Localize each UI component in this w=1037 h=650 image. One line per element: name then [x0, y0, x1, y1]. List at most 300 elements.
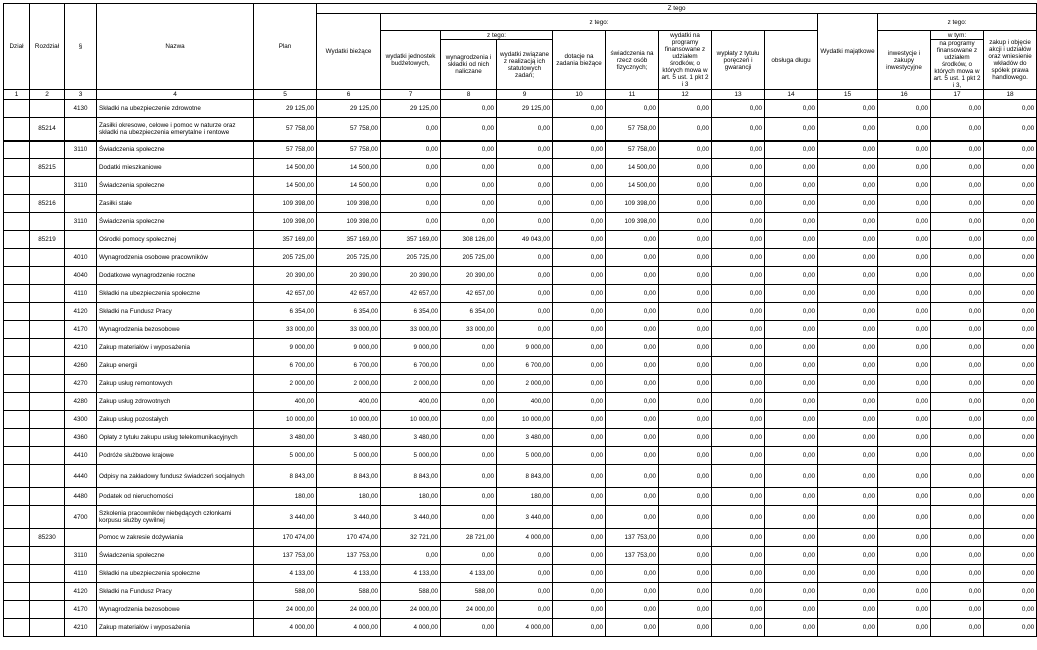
cell-value: 29 125,00 — [381, 100, 441, 118]
cell-value: 0,00 — [712, 529, 765, 547]
cell-value: 0,00 — [606, 267, 659, 285]
cell-value: 0,00 — [878, 429, 931, 447]
column-number: 15 — [818, 90, 878, 100]
cell-value: 24 000,00 — [441, 601, 497, 619]
cell-value: 0,00 — [659, 601, 712, 619]
cell-dzial — [4, 506, 30, 529]
cell-value: 0,00 — [931, 547, 984, 565]
column-number: 17 — [931, 90, 984, 100]
header-wydatki-zwiazane: wydatki związane z realizacją ich statutowych zadań; — [497, 40, 553, 90]
cell-value: 0,00 — [984, 601, 1037, 619]
cell-value: 0,00 — [878, 303, 931, 321]
cell-paragraf: 4700 — [65, 506, 97, 529]
table-row — [4, 601, 1037, 619]
cell-paragraf — [65, 118, 97, 141]
cell-value: 0,00 — [878, 141, 931, 159]
cell-value: 0,00 — [659, 411, 712, 429]
cell-rozdzial — [30, 488, 65, 506]
cell-value: 0,00 — [712, 393, 765, 411]
cell-value: 3 480,00 — [317, 429, 381, 447]
cell-value: 0,00 — [931, 118, 984, 141]
cell-value: 4 133,00 — [254, 565, 317, 583]
cell-value: 0,00 — [818, 195, 878, 213]
cell-value: 0,00 — [818, 267, 878, 285]
cell-value: 2 000,00 — [317, 375, 381, 393]
table-header — [4, 4, 1037, 100]
cell-value: 3 440,00 — [381, 506, 441, 529]
cell-value: 29 125,00 — [497, 100, 553, 118]
cell-nazwa: Zakup usług remontowych — [97, 375, 254, 393]
cell-value: 0,00 — [765, 285, 818, 303]
cell-value: 9 000,00 — [254, 339, 317, 357]
cell-value: 0,00 — [441, 447, 497, 465]
cell-value: 6 700,00 — [317, 357, 381, 375]
cell-value: 0,00 — [878, 465, 931, 488]
cell-nazwa: Składki na ubezpieczenia społeczne — [97, 285, 254, 303]
cell-value: 0,00 — [497, 565, 553, 583]
cell-value: 5 000,00 — [254, 447, 317, 465]
cell-value: 0,00 — [497, 141, 553, 159]
cell-rozdzial — [30, 100, 65, 118]
cell-value: 0,00 — [765, 506, 818, 529]
cell-value: 5 000,00 — [497, 447, 553, 465]
cell-value: 10 000,00 — [254, 411, 317, 429]
cell-value: 0,00 — [931, 565, 984, 583]
cell-value: 0,00 — [606, 100, 659, 118]
cell-value: 0,00 — [931, 339, 984, 357]
cell-value: 57 758,00 — [317, 118, 381, 141]
cell-value: 0,00 — [712, 357, 765, 375]
cell-nazwa: Zakup energii — [97, 357, 254, 375]
cell-value: 0,00 — [984, 159, 1037, 177]
cell-value: 3 480,00 — [381, 429, 441, 447]
cell-value: 0,00 — [381, 213, 441, 231]
cell-value: 33 000,00 — [441, 321, 497, 339]
cell-value: 0,00 — [765, 529, 818, 547]
cell-value: 4 133,00 — [441, 565, 497, 583]
header-wyplaty: wypłaty z tytułu poręczeń i gwarancji — [712, 31, 765, 90]
cell-value: 0,00 — [553, 375, 606, 393]
cell-value: 0,00 — [818, 357, 878, 375]
cell-nazwa: Odpisy na zakładowy fundusz świadczeń socjalnych — [97, 465, 254, 488]
cell-value: 0,00 — [441, 159, 497, 177]
cell-value: 0,00 — [765, 429, 818, 447]
cell-value: 0,00 — [712, 339, 765, 357]
cell-value: 0,00 — [984, 547, 1037, 565]
cell-value: 0,00 — [931, 141, 984, 159]
cell-value: 0,00 — [441, 100, 497, 118]
cell-nazwa: Podatek od nieruchomości — [97, 488, 254, 506]
cell-value: 0,00 — [818, 393, 878, 411]
cell-value: 0,00 — [931, 303, 984, 321]
cell-value: 57 758,00 — [606, 141, 659, 159]
cell-value: 0,00 — [441, 339, 497, 357]
cell-nazwa: Podróże służbowe krajowe — [97, 447, 254, 465]
cell-value: 0,00 — [765, 619, 818, 637]
cell-value: 0,00 — [984, 565, 1037, 583]
cell-value: 0,00 — [712, 583, 765, 601]
cell-rozdzial — [30, 285, 65, 303]
cell-value: 0,00 — [606, 303, 659, 321]
cell-value: 2 000,00 — [254, 375, 317, 393]
column-numbers-row — [4, 90, 1037, 100]
cell-value: 0,00 — [659, 393, 712, 411]
cell-value: 4 133,00 — [317, 565, 381, 583]
cell-value: 29 125,00 — [317, 100, 381, 118]
cell-value: 0,00 — [497, 321, 553, 339]
cell-value: 0,00 — [818, 321, 878, 339]
cell-value: 0,00 — [818, 249, 878, 267]
cell-value: 0,00 — [984, 339, 1037, 357]
header-obsluga-dlugu: obsługa długu — [765, 31, 818, 90]
cell-value: 0,00 — [931, 177, 984, 195]
cell-value: 57 758,00 — [317, 141, 381, 159]
cell-rozdzial — [30, 375, 65, 393]
cell-paragraf: 4110 — [65, 285, 97, 303]
cell-rozdzial — [30, 321, 65, 339]
cell-value: 357 169,00 — [317, 231, 381, 249]
cell-value: 0,00 — [606, 285, 659, 303]
cell-paragraf: 4170 — [65, 321, 97, 339]
cell-value: 5 000,00 — [381, 447, 441, 465]
cell-value: 0,00 — [931, 231, 984, 249]
cell-value: 0,00 — [984, 321, 1037, 339]
cell-dzial — [4, 231, 30, 249]
cell-value: 0,00 — [606, 488, 659, 506]
table-row — [4, 177, 1037, 195]
cell-rozdzial — [30, 177, 65, 195]
cell-value: 0,00 — [381, 159, 441, 177]
cell-value: 3 440,00 — [497, 506, 553, 529]
cell-value: 0,00 — [878, 583, 931, 601]
cell-rozdzial — [30, 619, 65, 637]
cell-value: 0,00 — [659, 357, 712, 375]
cell-dzial — [4, 411, 30, 429]
table-row — [4, 375, 1037, 393]
cell-value: 0,00 — [606, 619, 659, 637]
cell-value: 0,00 — [818, 529, 878, 547]
cell-paragraf: 4480 — [65, 488, 97, 506]
cell-value: 0,00 — [553, 429, 606, 447]
cell-value: 0,00 — [931, 488, 984, 506]
cell-value: 0,00 — [818, 429, 878, 447]
cell-paragraf: 3110 — [65, 213, 97, 231]
cell-value: 0,00 — [553, 118, 606, 141]
cell-value: 0,00 — [553, 488, 606, 506]
cell-value: 8 843,00 — [497, 465, 553, 488]
cell-value: 0,00 — [818, 547, 878, 565]
cell-dzial — [4, 249, 30, 267]
cell-dzial — [4, 393, 30, 411]
cell-paragraf: 4440 — [65, 465, 97, 488]
cell-value: 0,00 — [818, 619, 878, 637]
cell-value: 0,00 — [931, 411, 984, 429]
cell-value: 0,00 — [878, 177, 931, 195]
cell-value: 0,00 — [659, 447, 712, 465]
cell-value: 0,00 — [878, 375, 931, 393]
column-number: 9 — [497, 90, 553, 100]
cell-value: 0,00 — [553, 601, 606, 619]
header-z-tego-jednostek: z tego: — [441, 31, 553, 40]
cell-value: 3 480,00 — [497, 429, 553, 447]
cell-value: 0,00 — [553, 285, 606, 303]
cell-value: 0,00 — [441, 488, 497, 506]
cell-value: 0,00 — [984, 488, 1037, 506]
header-wydatki-programy: wydatki na programy finansowane z udziałem środków, o których mowa w art. 5 ust. 1 pkt 2 i 3 — [659, 31, 712, 90]
cell-value: 0,00 — [818, 506, 878, 529]
cell-value: 42 657,00 — [317, 285, 381, 303]
cell-nazwa: Ośrodki pomocy społecznej — [97, 231, 254, 249]
cell-value: 2 000,00 — [381, 375, 441, 393]
table-row — [4, 619, 1037, 637]
cell-value: 0,00 — [931, 195, 984, 213]
cell-value: 0,00 — [878, 393, 931, 411]
cell-value: 0,00 — [878, 619, 931, 637]
cell-value: 0,00 — [712, 321, 765, 339]
cell-value: 0,00 — [659, 285, 712, 303]
cell-value: 588,00 — [254, 583, 317, 601]
cell-value: 0,00 — [659, 547, 712, 565]
cell-value: 0,00 — [878, 159, 931, 177]
cell-dzial — [4, 267, 30, 285]
cell-value: 357 169,00 — [381, 231, 441, 249]
cell-value: 0,00 — [441, 619, 497, 637]
cell-value: 0,00 — [659, 231, 712, 249]
cell-value: 0,00 — [878, 529, 931, 547]
cell-nazwa: Składki na Fundusz Pracy — [97, 303, 254, 321]
cell-value: 0,00 — [712, 547, 765, 565]
table-row — [4, 465, 1037, 488]
cell-value: 0,00 — [381, 118, 441, 141]
column-number: 4 — [97, 90, 254, 100]
cell-value: 0,00 — [818, 411, 878, 429]
cell-value: 0,00 — [878, 601, 931, 619]
cell-dzial — [4, 195, 30, 213]
cell-value: 0,00 — [931, 619, 984, 637]
cell-value: 4 000,00 — [254, 619, 317, 637]
cell-paragraf: 4040 — [65, 267, 97, 285]
cell-dzial — [4, 547, 30, 565]
cell-value: 0,00 — [984, 357, 1037, 375]
cell-nazwa: Dodatkowe wynagrodzenie roczne — [97, 267, 254, 285]
header-z-tego: Z tego — [317, 4, 1037, 14]
cell-value: 137 753,00 — [606, 529, 659, 547]
cell-value: 0,00 — [381, 141, 441, 159]
cell-rozdzial — [30, 601, 65, 619]
cell-value: 0,00 — [553, 529, 606, 547]
cell-value: 0,00 — [765, 249, 818, 267]
cell-value: 0,00 — [765, 447, 818, 465]
cell-value: 0,00 — [878, 447, 931, 465]
cell-value: 0,00 — [659, 429, 712, 447]
cell-value: 137 753,00 — [317, 547, 381, 565]
cell-paragraf — [65, 195, 97, 213]
table-row — [4, 249, 1037, 267]
cell-value: 0,00 — [659, 321, 712, 339]
cell-value: 0,00 — [878, 357, 931, 375]
cell-value: 0,00 — [381, 547, 441, 565]
cell-value: 0,00 — [984, 375, 1037, 393]
cell-dzial — [4, 321, 30, 339]
cell-value: 0,00 — [712, 231, 765, 249]
cell-rozdzial: 85219 — [30, 231, 65, 249]
header-wynagrodzenia: wynagrodzenia i składki od nich naliczane — [441, 40, 497, 90]
cell-value: 0,00 — [878, 100, 931, 118]
cell-rozdzial — [30, 429, 65, 447]
cell-value: 0,00 — [659, 100, 712, 118]
cell-value: 0,00 — [606, 565, 659, 583]
cell-value: 0,00 — [765, 601, 818, 619]
cell-value: 2 000,00 — [497, 375, 553, 393]
cell-value: 0,00 — [606, 393, 659, 411]
table-row — [4, 195, 1037, 213]
cell-value: 10 000,00 — [381, 411, 441, 429]
cell-value: 0,00 — [984, 285, 1037, 303]
table-row — [4, 213, 1037, 231]
cell-paragraf: 4360 — [65, 429, 97, 447]
cell-value: 0,00 — [497, 177, 553, 195]
cell-value: 0,00 — [441, 393, 497, 411]
cell-nazwa: Zasiłki stałe — [97, 195, 254, 213]
cell-value: 10 000,00 — [497, 411, 553, 429]
cell-value: 0,00 — [765, 583, 818, 601]
cell-value: 0,00 — [984, 465, 1037, 488]
cell-paragraf: 4300 — [65, 411, 97, 429]
table-row — [4, 159, 1037, 177]
column-number: 1 — [4, 90, 30, 100]
cell-value: 0,00 — [659, 375, 712, 393]
cell-value: 0,00 — [712, 619, 765, 637]
cell-dzial — [4, 100, 30, 118]
cell-value: 0,00 — [712, 375, 765, 393]
cell-value: 0,00 — [712, 465, 765, 488]
cell-value: 57 758,00 — [254, 118, 317, 141]
cell-value: 0,00 — [659, 565, 712, 583]
cell-value: 0,00 — [553, 141, 606, 159]
cell-dzial — [4, 619, 30, 637]
cell-rozdzial — [30, 583, 65, 601]
cell-value: 0,00 — [765, 159, 818, 177]
table-row — [4, 118, 1037, 141]
cell-value: 24 000,00 — [381, 601, 441, 619]
cell-dzial — [4, 375, 30, 393]
cell-value: 109 398,00 — [606, 195, 659, 213]
header-paragraf: § — [65, 4, 97, 90]
cell-value: 0,00 — [765, 565, 818, 583]
cell-value: 0,00 — [441, 118, 497, 141]
cell-value: 0,00 — [765, 321, 818, 339]
column-number: 10 — [553, 90, 606, 100]
cell-value: 0,00 — [553, 565, 606, 583]
header-dzial: Dział — [4, 4, 30, 90]
cell-value: 0,00 — [878, 267, 931, 285]
cell-value: 0,00 — [553, 411, 606, 429]
cell-value: 0,00 — [712, 411, 765, 429]
cell-value: 6 354,00 — [317, 303, 381, 321]
header-dotacje: dotacje na zadania bieżące — [553, 31, 606, 90]
cell-value: 170 474,00 — [254, 529, 317, 547]
cell-value: 0,00 — [931, 429, 984, 447]
cell-rozdzial — [30, 506, 65, 529]
cell-value: 0,00 — [818, 339, 878, 357]
cell-value: 180,00 — [497, 488, 553, 506]
cell-value: 42 657,00 — [441, 285, 497, 303]
cell-value: 0,00 — [931, 529, 984, 547]
cell-value: 0,00 — [712, 565, 765, 583]
cell-value: 0,00 — [553, 213, 606, 231]
cell-value: 0,00 — [765, 231, 818, 249]
cell-nazwa: Składki na ubezpieczenia społeczne — [97, 565, 254, 583]
cell-value: 0,00 — [878, 285, 931, 303]
cell-dzial — [4, 465, 30, 488]
cell-value: 0,00 — [659, 619, 712, 637]
cell-nazwa: Dodatki mieszkaniowe — [97, 159, 254, 177]
cell-value: 0,00 — [606, 339, 659, 357]
cell-value: 0,00 — [878, 565, 931, 583]
cell-value: 0,00 — [606, 321, 659, 339]
cell-value: 29 125,00 — [254, 100, 317, 118]
cell-value: 0,00 — [659, 213, 712, 231]
cell-value: 0,00 — [712, 118, 765, 141]
cell-value: 0,00 — [553, 339, 606, 357]
cell-value: 0,00 — [765, 339, 818, 357]
cell-value: 109 398,00 — [254, 213, 317, 231]
cell-value: 0,00 — [606, 447, 659, 465]
cell-nazwa: Szkolenia pracowników niebędących członkami korpusu służby cywilnej — [97, 506, 254, 529]
table-row — [4, 339, 1037, 357]
cell-value: 8 843,00 — [254, 465, 317, 488]
cell-value: 400,00 — [381, 393, 441, 411]
cell-value: 0,00 — [606, 429, 659, 447]
cell-value: 4 133,00 — [381, 565, 441, 583]
cell-paragraf: 4120 — [65, 303, 97, 321]
cell-value: 109 398,00 — [254, 195, 317, 213]
cell-value: 14 500,00 — [606, 177, 659, 195]
cell-value: 0,00 — [984, 303, 1037, 321]
cell-paragraf — [65, 159, 97, 177]
cell-paragraf: 4110 — [65, 565, 97, 583]
cell-value: 0,00 — [878, 321, 931, 339]
cell-value: 57 758,00 — [254, 141, 317, 159]
cell-value: 0,00 — [984, 195, 1037, 213]
cell-value: 588,00 — [381, 583, 441, 601]
cell-value: 0,00 — [712, 303, 765, 321]
cell-value: 49 043,00 — [497, 231, 553, 249]
cell-value: 0,00 — [931, 213, 984, 231]
cell-value: 0,00 — [878, 506, 931, 529]
cell-value: 180,00 — [254, 488, 317, 506]
cell-value: 0,00 — [984, 177, 1037, 195]
cell-value: 0,00 — [878, 213, 931, 231]
cell-value: 0,00 — [441, 213, 497, 231]
cell-value: 0,00 — [497, 213, 553, 231]
cell-dzial — [4, 141, 30, 159]
cell-value: 0,00 — [818, 177, 878, 195]
cell-dzial — [4, 285, 30, 303]
cell-nazwa: Wynagrodzenia bezosobowe — [97, 601, 254, 619]
cell-value: 10 000,00 — [317, 411, 381, 429]
cell-value: 0,00 — [659, 141, 712, 159]
cell-value: 0,00 — [553, 357, 606, 375]
cell-value: 0,00 — [553, 619, 606, 637]
cell-value: 0,00 — [606, 357, 659, 375]
cell-value: 0,00 — [441, 465, 497, 488]
cell-value: 9 000,00 — [317, 339, 381, 357]
cell-value: 0,00 — [606, 231, 659, 249]
column-number: 11 — [606, 90, 659, 100]
cell-value: 0,00 — [984, 583, 1037, 601]
cell-dzial — [4, 583, 30, 601]
